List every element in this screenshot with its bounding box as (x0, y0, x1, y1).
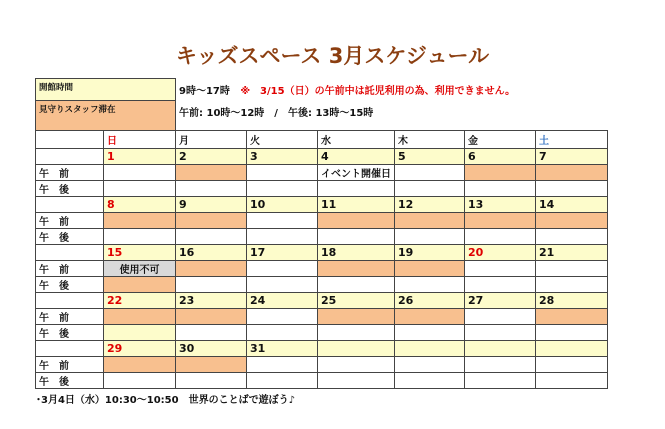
date-cell: 14 (536, 197, 608, 213)
pm-slot-cell (536, 325, 608, 341)
pm-slot-cell (465, 373, 536, 389)
pm-slot-cell (395, 181, 465, 197)
pm-slot-cell (176, 181, 247, 197)
am-slot-row (36, 213, 608, 229)
pm-slot-cell (536, 373, 608, 389)
date-cell: 16 (176, 245, 247, 261)
am-slot-cell (465, 165, 536, 181)
date-cell: 26 (395, 293, 465, 309)
am-slot-row (36, 357, 608, 373)
date-cell: 18 (318, 245, 395, 261)
am-slot-cell (176, 261, 247, 277)
am-slot-cell (536, 309, 608, 325)
pm-slot-cell (176, 325, 247, 341)
pm-slot-row (36, 277, 608, 293)
pm-slot-cell (247, 325, 318, 341)
am-slot-cell (176, 309, 247, 325)
am-slot-cell (247, 309, 318, 325)
pm-label: 午 後 (36, 277, 104, 293)
pm-slot-cell (465, 229, 536, 245)
row-label-empty (36, 341, 104, 357)
row-label-empty (36, 197, 104, 213)
date-cell: 1 (104, 149, 176, 165)
week-date-row (36, 293, 608, 309)
pm-slot-cell (176, 277, 247, 293)
date-cell: 3 (247, 149, 318, 165)
week-date-row (36, 197, 608, 213)
date-cell (536, 341, 608, 357)
pm-slot-cell (395, 229, 465, 245)
pm-slot-cell (536, 277, 608, 293)
row-label-empty (36, 293, 104, 309)
am-slot-cell (176, 165, 247, 181)
am-slot-cell (536, 165, 608, 181)
staff-hours: 午前: 10時～12時 / 午後: 13時～15時 (179, 107, 374, 119)
am-label: 午 前 (36, 165, 104, 181)
date-cell: 8 (104, 197, 176, 213)
pm-slot-cell (104, 325, 176, 341)
am-slot-cell (318, 309, 395, 325)
row-label-empty (36, 245, 104, 261)
am-label: 午 前 (36, 213, 104, 229)
date-cell: 11 (318, 197, 395, 213)
pm-slot-cell (247, 277, 318, 293)
pm-label: 午 後 (36, 181, 104, 197)
pm-slot-cell (318, 277, 395, 293)
am-slot-cell (104, 165, 176, 181)
pm-slot-cell (247, 229, 318, 245)
calendar-table (35, 78, 608, 389)
am-slot-cell (318, 357, 395, 373)
pm-slot-cell (465, 325, 536, 341)
pm-slot-cell (536, 181, 608, 197)
header-corner (36, 131, 104, 149)
hours-notice: ※ 3/15（日）の午前中は託児利用の為、利用できません。 (240, 86, 516, 97)
date-cell (318, 341, 395, 357)
am-slot-cell (395, 165, 465, 181)
pm-slot-cell (176, 229, 247, 245)
date-cell: 25 (318, 293, 395, 309)
date-cell: 20 (465, 245, 536, 261)
am-slot-row (36, 165, 608, 181)
date-cell: 2 (176, 149, 247, 165)
pm-label: 午 後 (36, 325, 104, 341)
pm-slot-cell (465, 277, 536, 293)
date-cell: 24 (247, 293, 318, 309)
date-cell: 21 (536, 245, 608, 261)
am-slot-cell (395, 213, 465, 229)
am-slot-cell (536, 261, 608, 277)
weekday-header: 月 (176, 131, 247, 149)
pm-slot-cell (465, 181, 536, 197)
hours-label: 開館時間 (36, 79, 176, 101)
pm-slot-cell (536, 229, 608, 245)
am-slot-cell (465, 213, 536, 229)
pm-slot-row (36, 325, 608, 341)
weekday-header: 日 (104, 131, 176, 149)
am-slot-cell (465, 261, 536, 277)
am-slot-cell (536, 357, 608, 373)
date-cell: 27 (465, 293, 536, 309)
pm-slot-row (36, 229, 608, 245)
row-label-empty (36, 149, 104, 165)
pm-slot-cell (104, 229, 176, 245)
am-label: 午 前 (36, 309, 104, 325)
am-label: 午 前 (36, 261, 104, 277)
am-slot-cell (104, 309, 176, 325)
am-slot-cell (465, 309, 536, 325)
am-slot-cell (395, 357, 465, 373)
am-slot-cell (247, 261, 318, 277)
am-slot-row (36, 261, 608, 277)
pm-slot-row (36, 373, 608, 389)
pm-slot-cell (104, 277, 176, 293)
pm-slot-cell (318, 373, 395, 389)
weekday-header: 金 (465, 131, 536, 149)
date-cell: 6 (465, 149, 536, 165)
date-cell: 10 (247, 197, 318, 213)
am-slot-cell (536, 213, 608, 229)
am-slot-cell (247, 357, 318, 373)
date-cell: 17 (247, 245, 318, 261)
weekday-header: 木 (395, 131, 465, 149)
week-date-row (36, 341, 608, 357)
date-cell: 13 (465, 197, 536, 213)
am-slot-cell (395, 309, 465, 325)
am-slot-cell (247, 213, 318, 229)
date-cell: 7 (536, 149, 608, 165)
hours-value: 9時～17時 (179, 86, 230, 97)
date-cell (465, 341, 536, 357)
date-cell: 23 (176, 293, 247, 309)
am-slot-cell (465, 357, 536, 373)
date-cell: 9 (176, 197, 247, 213)
pm-slot-cell (176, 373, 247, 389)
am-slot-cell (176, 357, 247, 373)
am-label: 午 前 (36, 357, 104, 373)
pm-slot-cell (318, 325, 395, 341)
week-date-row (36, 245, 608, 261)
date-cell: 22 (104, 293, 176, 309)
weekday-header: 火 (247, 131, 318, 149)
weekday-header-row (36, 131, 608, 149)
pm-slot-cell (247, 181, 318, 197)
event-note: ･3月4日（水）10:30～10:50 世界のことばで遊ぼう♪ (36, 395, 295, 406)
am-slot-cell (395, 261, 465, 277)
am-slot-cell (318, 213, 395, 229)
staff-label: 見守りスタッフ滞在 (36, 101, 176, 131)
am-slot-cell (104, 357, 176, 373)
date-cell: 15 (104, 245, 176, 261)
weekday-header: 水 (318, 131, 395, 149)
date-cell: 19 (395, 245, 465, 261)
am-slot-cell: イベント開催日 (318, 165, 395, 181)
am-slot-row (36, 309, 608, 325)
date-cell: 29 (104, 341, 176, 357)
am-slot-cell: 使用不可 (104, 261, 176, 277)
am-slot-cell (318, 261, 395, 277)
am-slot-cell (104, 213, 176, 229)
pm-slot-cell (395, 325, 465, 341)
pm-slot-cell (395, 277, 465, 293)
page-title: キッズスペース 3月スケジュール (175, 44, 490, 68)
pm-slot-cell (247, 373, 318, 389)
pm-label: 午 後 (36, 229, 104, 245)
pm-slot-cell (318, 229, 395, 245)
date-cell: 31 (247, 341, 318, 357)
date-cell: 5 (395, 149, 465, 165)
date-cell: 28 (536, 293, 608, 309)
date-cell: 4 (318, 149, 395, 165)
pm-slot-cell (395, 373, 465, 389)
pm-slot-cell (318, 181, 395, 197)
pm-slot-cell (104, 373, 176, 389)
am-slot-cell (247, 165, 318, 181)
date-cell: 30 (176, 341, 247, 357)
hours-info (176, 79, 608, 101)
pm-label: 午 後 (36, 373, 104, 389)
week-date-row (36, 149, 608, 165)
pm-slot-row (36, 181, 608, 197)
am-slot-cell (176, 213, 247, 229)
date-cell: 12 (395, 197, 465, 213)
weekday-header: 土 (536, 131, 608, 149)
pm-slot-cell (104, 181, 176, 197)
date-cell (395, 341, 465, 357)
